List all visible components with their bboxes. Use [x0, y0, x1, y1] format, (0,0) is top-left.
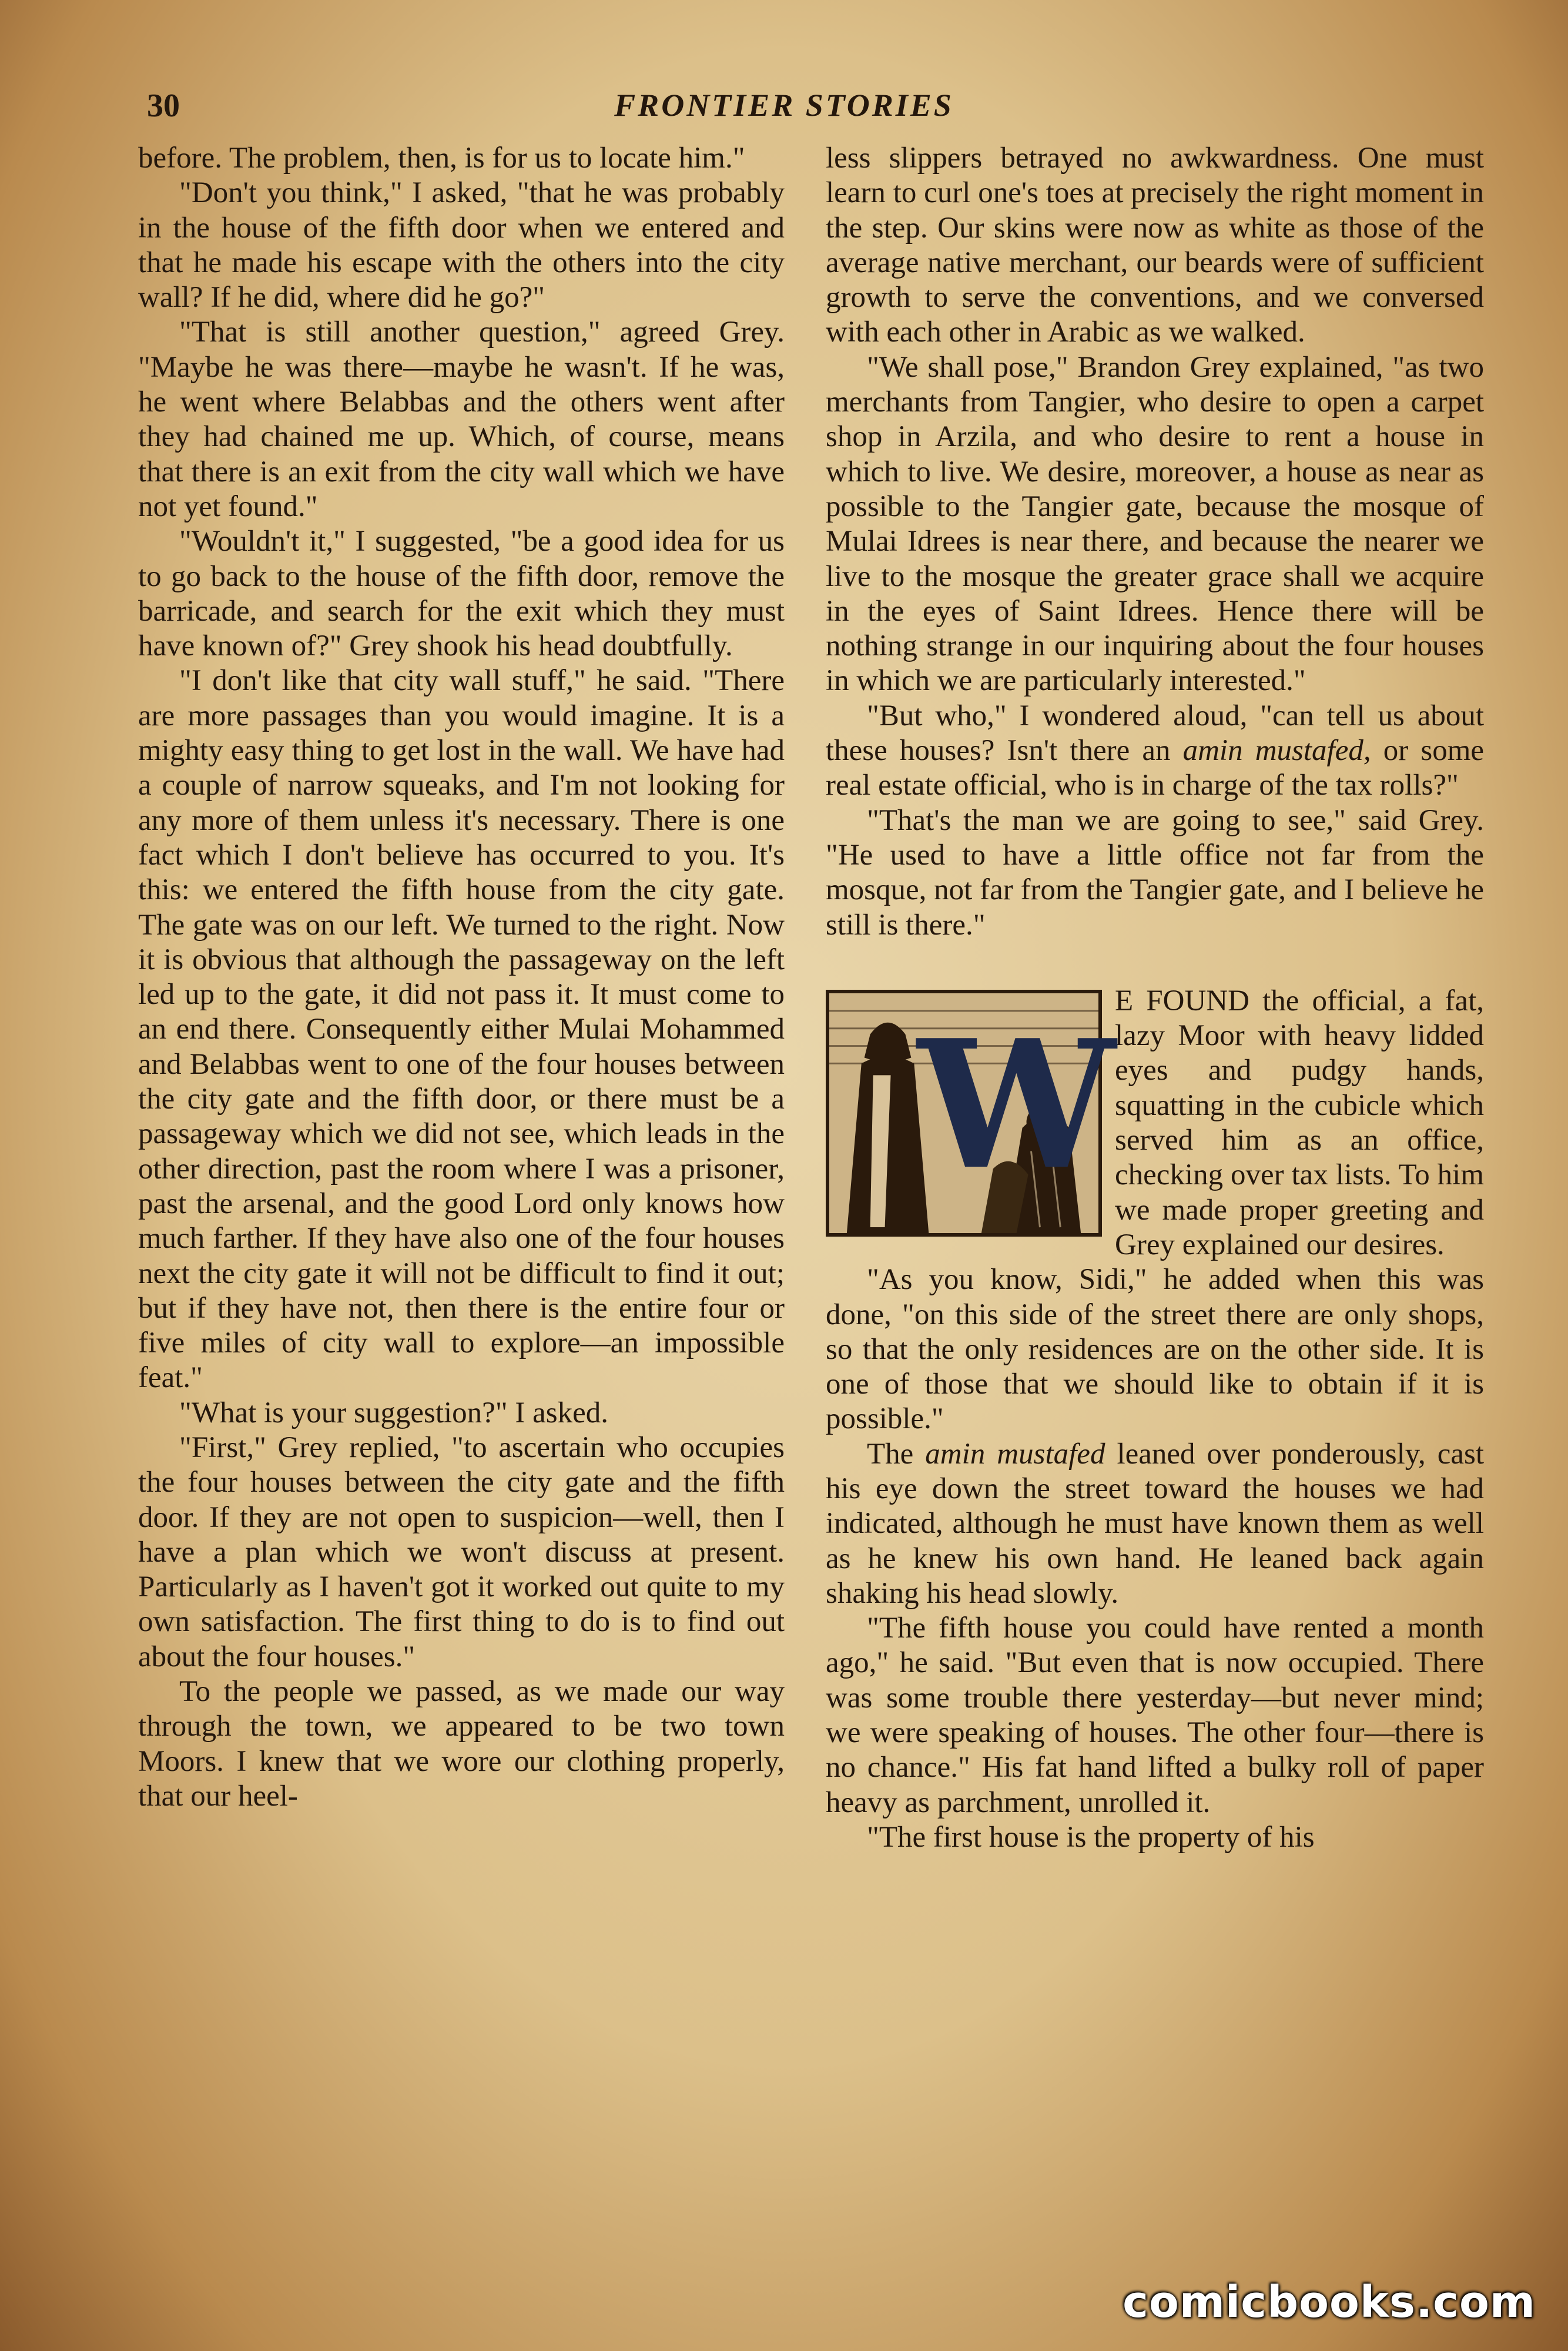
paragraph: "Wouldn't it," I suggested, "be a good idea for us to go back to the house of the fifth door, remove the barricade, and search for the exit which they must have known of?" Grey shook his head doubtfully.	[138, 525, 785, 663]
section-break	[826, 943, 1484, 984]
paragraph: "First," Grey replied, "to ascertain who occupies the four houses between the city gate and the fifth door. If they are not open to suspicion—well, then I have a plan which we won't discuss at present. Particularly as I haven't got it worked out quite to my own satisfaction. The first thing to do is to find out about the four houses."	[138, 1431, 785, 1673]
paragraph	[826, 699, 1484, 803]
section-opening	[826, 984, 1484, 1262]
page-header	[0, 87, 1568, 128]
paragraph: To the people we passed, as we made our way through the town, we appeared to be two town Moors. I knew that we wore our clothing properly, that our heel-	[138, 1675, 785, 1813]
paragraph: less slippers betrayed no awkwardness. One must learn to curl one's toes at precisely the right moment in the step. Our skins were now as white as those of the average native merchant, our beards were of sufficient growth to serve the conventions, and we conversed with each other in Arabic as we walked.	[826, 142, 1484, 349]
paragraph: "The fifth house you could have rented a month ago," he said. "But even that is now occupied. There was some trouble there yesterday—but never mind; we were speaking of houses. The other four—there is no chance." His fat hand lifted a bulky roll of paper heavy as parchment, unrolled it.	[826, 1612, 1484, 1819]
watermark: comicbooks.com	[1123, 2277, 1536, 2327]
paragraph-text: The	[867, 1437, 926, 1471]
running-title: FRONTIER STORIES	[614, 88, 954, 123]
page-number: 30	[147, 88, 180, 124]
paragraph: before. The problem, then, is for us to locate him."	[138, 142, 745, 175]
drop-cap-letter: W	[917, 1000, 1115, 1208]
paragraph: "Don't you think," I asked, "that he was probably in the house of the fifth door when we entered and that he made his escape with the others into the city wall? If he did, where did he go?"	[138, 176, 785, 314]
dropcap-woodcut-two-moors-icon	[826, 990, 1115, 1237]
italic-term: amin mustafed	[925, 1437, 1105, 1471]
paragraph: E FOUND the official, a fat, lazy Moor with heavy lidded eyes and pudgy hands, squatting in the cubicle which served him as an office, checking over tax lists. To him we made proper greeting and Grey explained our desires.	[1115, 984, 1484, 1261]
paragraph: "As you know, Sidi," he added when this was done, "on this side of the street there are only shops, so that the only residences are on the other side. It is one of those that we should like to obtain if it is possible."	[826, 1263, 1484, 1436]
paragraph: "What is your suggestion?" I asked.	[179, 1396, 608, 1429]
right-column	[826, 141, 1484, 1855]
paragraph: "That's the man we are going to see," said Grey. "He used to have a little office not far from the mosque, not far from the Tangier gate, and I believe he still is there."	[826, 803, 1484, 942]
paragraph: "We shall pose," Brandon Grey explained, "as two merchants from Tangier, who desire to open a carpet shop in Arzila, and who desire to rent a house in which to live. We desire, moreover, a house as near as possible to the Tangier gate, because the mosque of Mulai Idrees is near there, and because the nearer we live to the mosque the greater grace shall we acquire in the eyes of Saint Idrees. Hence there will be nothing strange in our inquiring about the four houses in which we are particularly interested."	[826, 350, 1484, 698]
paragraph-text: or some real estate official, who is in charge of the tax rolls?"	[826, 734, 1484, 802]
italic-term: amin mustafed,	[1182, 734, 1371, 768]
paragraph: "The first house is the property of his	[867, 1820, 1315, 1854]
left-column	[138, 141, 785, 1814]
paragraph	[826, 1437, 1484, 1611]
paragraph: "I don't like that city wall stuff," he said. "There are more passages than you would imagine. It is a mighty easy thing to get lost in the wall. We have had a couple of narrow squeaks, and I'm not looking for any more of them unless it's necessary. There is one fact which I don't believe has occurred to you. It's this: we entered the fifth house from the city gate. The gate was on our left. We turned to the right. Now it is obvious that although the passageway on the left led up to the gate, it did not pass it. It must come to an end there. Consequently either Mulai Mohammed and Belabbas went to one of the four houses between the city gate and the fifth door, or there must be a passageway which we did not see, which leads in the other direction, past the room where I was a prisoner, past the arsenal, and the good Lord only knows how much farther. If they have also one of the four houses next the city gate it will not be difficult to find it out; but if they have not, then there is the entire four or five miles of city wall to explore—an impossible feat."	[138, 664, 785, 1395]
paragraph-text: leaned over ponderously, cast his eye down the street toward the houses we had indicated, although he must have known them as well as he knew his own hand. He leaned back again shaking his head slowly.	[826, 1437, 1485, 1610]
paragraph-text: "But who," I wondered aloud, "can tell us about these houses? Isn't there an	[826, 699, 1484, 768]
paragraph: "That is still another question," agreed Grey. "Maybe he was there—maybe he wasn't. If he was, he went where Belabbas and the others went after they had chained me up. Which, of course, means that there is an exit from the city wall which we have not yet found."	[138, 316, 785, 523]
